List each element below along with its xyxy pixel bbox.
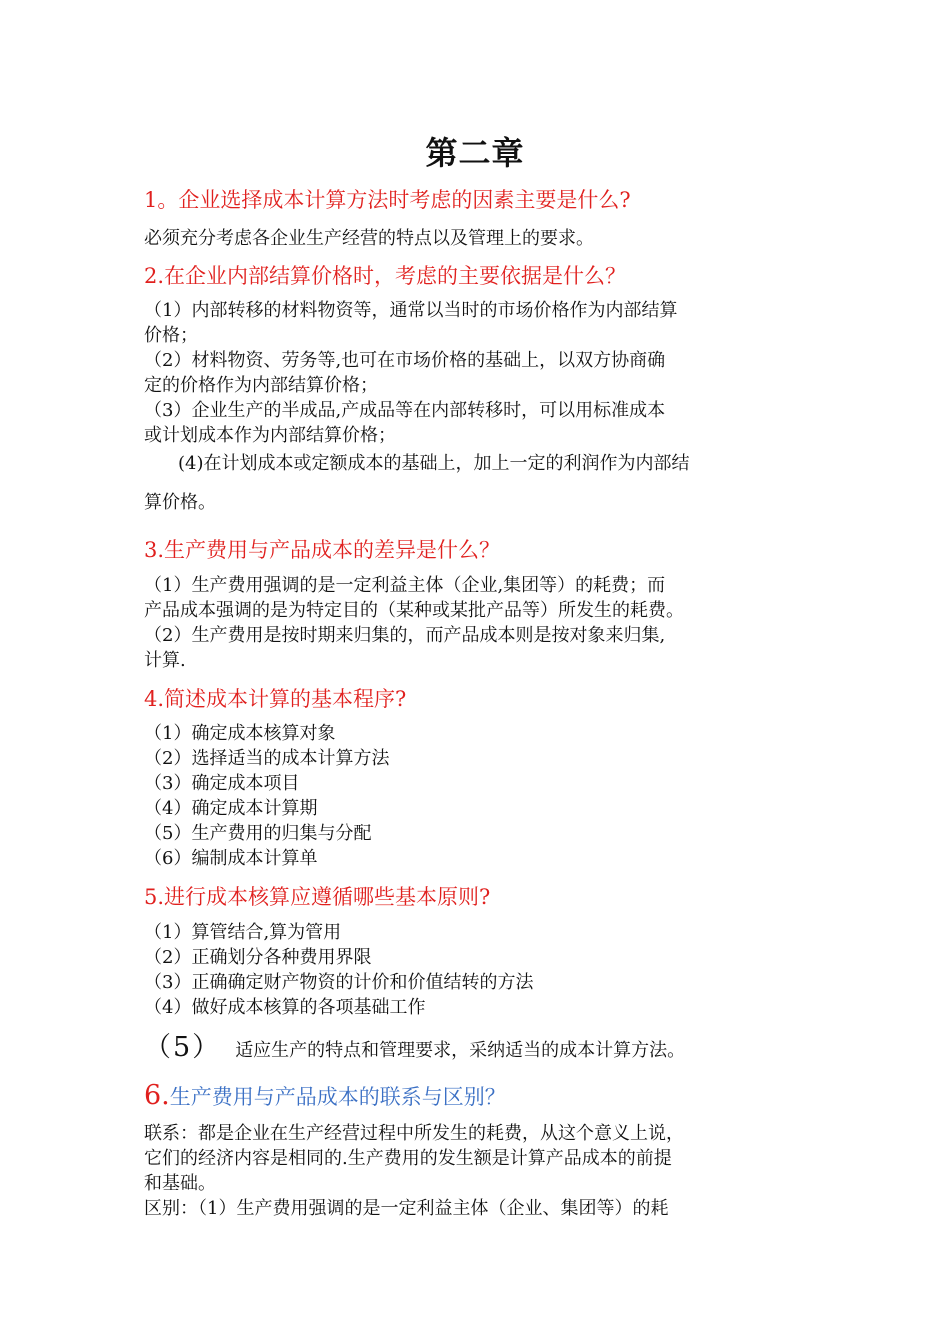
answer-5-line-3: （3）正确确定财产物资的计价和价值结转的方法 (144, 972, 534, 993)
answer-3-line-1: （1）生产费用强调的是一定利益主体（企业,集团等）的耗费；而 (144, 575, 666, 596)
answer-6-line-2: 它们的经济内容是相同的.生产费用的发生额是计算产品成本的前提 (144, 1148, 672, 1169)
answer-3-line-4: 计算. (144, 650, 186, 671)
answer-4-line-1: （1）确定成本核算对象 (144, 723, 336, 744)
chapter-title: 第二章 (425, 134, 525, 172)
question-6-text: 生产费用与产品成本的联系与区别？ (169, 1085, 506, 1109)
answer-5-line-4: （4）做好成本核算的各项基础工作 (144, 997, 426, 1018)
answer-5-item-5-number: （5） (144, 1032, 222, 1063)
answer-5-line-1: （1）算管结合,算为管用 (144, 922, 342, 943)
answer-4-line-4: （4）确定成本计算期 (144, 798, 318, 819)
answer-2-line-4: 定的价格作为内部结算价格； (144, 375, 378, 396)
answer-4-line-2: （2）选择适当的成本计算方法 (144, 748, 390, 769)
question-6-number: 6. (144, 1080, 170, 1111)
answer-3-line-3: （2）生产费用是按时期来归集的，而产品成本则是按对象来归集, (144, 625, 666, 646)
answer-2-line-8: 算价格。 (144, 492, 216, 513)
question-6 (144, 1080, 506, 1111)
answer-4-line-5: （5）生产费用的归集与分配 (144, 823, 372, 844)
answer-1: 必须充分考虑各企业生产经营的特点以及管理上的要求。 (144, 228, 594, 249)
answer-5-line-5 (144, 1031, 685, 1068)
answer-6-line-4: 区别：（1）生产费用强调的是一定利益主体（企业、集团等）的耗 (144, 1198, 669, 1219)
answer-6-line-3: 和基础。 (144, 1173, 216, 1194)
answer-5-item-5-text: 适应生产的特点和管理要求，采纳适当的成本计算方法。 (235, 1040, 686, 1061)
answer-2-line-7: (4)在计划成本或定额成本的基础上，加上一定的利润作为内部结 (178, 453, 690, 474)
question-5: 5.进行成本核算应遵循哪些基本原则? (144, 885, 491, 909)
answer-2-line-2: 价格； (144, 325, 198, 346)
answer-4-line-3: （3）确定成本项目 (144, 773, 300, 794)
answer-3-line-2: 产品成本强调的是为特定目的（某种或某批产品等）所发生的耗费。 (144, 600, 684, 621)
question-1: 1。企业选择成本计算方法时考虑的因素主要是什么? (144, 188, 631, 212)
answer-2-line-3: （2）材料物资、劳务等,也可在市场价格的基础上，以双方协商确 (144, 350, 666, 371)
answer-5-line-2: （2）正确划分各种费用界限 (144, 947, 372, 968)
answer-2-line-5: （3）企业生产的半成品,产成品等在内部转移时，可以用标准成本 (144, 400, 666, 421)
answer-2-line-6: 或计划成本作为内部结算价格； (144, 425, 396, 446)
answer-4-line-6: （6）编制成本计算单 (144, 848, 318, 869)
question-4: 4.简述成本计算的基本程序? (144, 687, 407, 711)
question-2: 2.在企业内部结算价格时，考虑的主要依据是什么？ (144, 264, 627, 288)
answer-2-line-1: （1）内部转移的材料物资等，通常以当时的市场价格作为内部结算 (144, 300, 678, 321)
question-3: 3.生产费用与产品成本的差异是什么？ (144, 538, 501, 562)
answer-6-line-1: 联系：都是企业在生产经营过程中所发生的耗费，从这个意义上说， (144, 1123, 684, 1144)
